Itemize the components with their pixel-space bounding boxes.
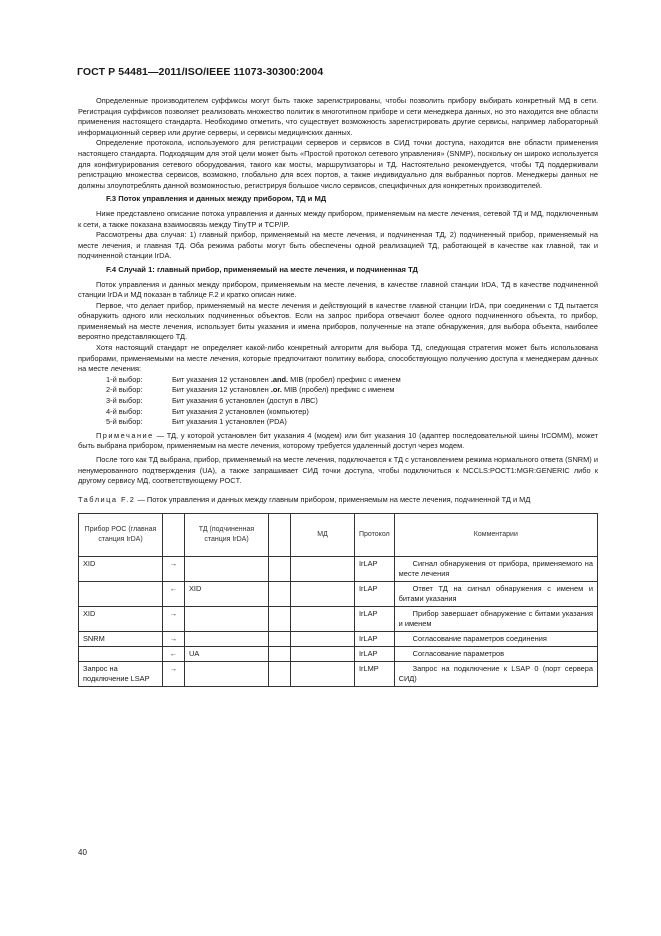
note-label: Примечание [96,430,154,440]
cell-td: XID [185,582,269,607]
cell-comment: Согласование параметров [394,647,597,662]
cell-poc [79,647,163,662]
paragraph: Определение протокола, используемого для регистрации серверов и сервисов в СИД точки доступа, находится вне области применения настоящего стандарта. Подходящим для этой цели может быть «Простой протокол сетевого управления» (SNMP), поскольку он широко используется для конфигурирования сетевого оборудования, такого как мосты, маршрутизаторы и ТД. Настоятельно рекомендуется, чтобы ТД поддерживали регистрацию множества сервисов, возможно, глобально для всех портов, а также индивидуально для выбранных портов. Менеджеры данных не должны злоупотреблять данной возможностью, регистрируя большое число сервисов, специфичных для конкретных производителей. [78,138,598,190]
cell-md [291,582,355,607]
right-arrow-icon: → [163,557,185,582]
section-heading-f3: F.3 Поток управления и данных между прибором, ТД и МД [106,194,327,204]
table-header-row [79,514,598,557]
cell-protocol: IrLAP [355,557,395,582]
table-row [79,632,598,647]
option-text: Бит указания 12 установлен [172,385,271,395]
cell-td [185,557,269,582]
right-arrow-icon: → [163,607,185,632]
option-key: 4-й выбор: [106,406,143,416]
option-key: 2-й выбор: [106,385,143,395]
cell-td [185,607,269,632]
table-caption [78,495,598,506]
table-row [79,647,598,662]
cell-arrow [269,607,291,632]
cell-poc: XID [79,607,163,632]
option-key: 1-й выбор: [106,374,143,384]
cell-poc: XID [79,557,163,582]
cell-arrow [269,632,291,647]
page-number: 40 [78,848,87,857]
option-operator: .or. [270,385,282,395]
cell-protocol: IrLAP [355,607,395,632]
paragraph: Определенные производителем суффиксы могут быть также зарегистрированы, чтобы позволить прибору выбирать конкретный МД в сети. Регистрация суффиксов позволяет реализовать множество политик в многотипном приборе и сети менеджера данных, но это находится вне области применения настоящего стандарта. Необходимо отметить, что существует возможность зарегистрировать другие сервисы, например лабораторный информационный сервер или другие серверы, и сервисы медицинских данных. [78,96,598,137]
option-key: 3-й выбор: [106,396,143,406]
paragraph: Рассмотрены два случая: 1) главный прибор, применяемый на месте лечения, и подчиненная ТД, 2) подчиненный прибор, применяемый на месте лечения, и главная ТД. Оба режима работы могут быть обеспечены одной реализацией ТД, работающей в качестве как главной, так и подчиненной станции IrDA. [78,230,598,261]
option-item [106,407,598,418]
option-item [106,375,598,386]
header-td: ТД (подчиненная станция IrDA) [185,514,269,557]
option-text: Бит указания 12 установлен [172,374,271,384]
paragraph: Первое, что делает прибор, применяемый на месте лечения и действующий в качестве главной станции IrDA, при соединении с ТД пытается обнаружить одного или нескольких подчиненных объектов. Если на запрос прибора отвечают более одного подчиненного объекта, то прибор, применяемый на месте лечения, использует биты указания и имена приборов, полученные на этапе обнаружения, для выбора объекта, наиболее вероятно представляющего ТД. [78,300,598,342]
cell-md [291,662,355,687]
option-text: MIB (пробел) префикс с именем [281,385,395,395]
cell-protocol: IrLMP [355,662,395,687]
cell-td: UA [185,647,269,662]
cell-comment: Запрос на подключение к LSAP 0 (порт сервера СИД) [394,662,597,687]
header-md: МД [291,514,355,557]
left-arrow-icon: ← [163,647,185,662]
right-arrow-icon: → [163,632,185,647]
option-item [106,417,598,428]
cell-poc: Запрос на подключение LSAP [79,662,163,687]
table-caption-label: Таблица F.2 [78,494,136,504]
cell-comment: Ответ ТД на сигнал обнаружения с именем и битами указания [394,582,597,607]
cell-poc [79,582,163,607]
right-arrow-icon: → [163,662,185,687]
cell-protocol: IrLAP [355,647,395,662]
cell-protocol: IrLAP [355,582,395,607]
option-item [106,385,598,396]
option-value: Бит указания 1 установлен (PDA) [172,417,287,427]
option-key: 5-й выбор: [106,417,143,427]
option-value: Бит указания 2 установлен (компьютер) [172,406,309,416]
paragraph: Хотя настоящий стандарт не определяет какой-либо конкретный алгоритм для выбора ТД, следующая стратегия может быть использована приборами, применяемыми на месте лечения, которые предпочитают политику выбора, способствующую получению доступа к менеджерам данных на месте лечения: [78,343,598,374]
cell-md [291,557,355,582]
paragraph: Поток управления и данных между прибором, применяемым на месте лечения, в качестве главной станции IrDA, ТД в качестве подчиненной станции IrDA и МД показан в таблице F.2 и кратко описан ниже. [78,279,598,300]
note-text: — ТД, у которой установлен бит указания 4 (модем) или бит указания 10 (адаптер последовательной шины IrCOMM), может быть выбрана прибором, применяемым на месте лечения, которому требуется удаленный доступ через модем. [78,430,598,451]
option-item [106,396,598,407]
table-caption-text: — Поток управления и данных между главным прибором, применяемым на месте лечения, подчиненной ТД и МД [135,494,531,504]
section-heading-f4: F.4 Случай 1: главный прибор, применяемый на месте лечения, и подчиненная ТД [106,264,418,274]
cell-arrow [269,662,291,687]
flow-table [78,513,598,687]
option-text: MIB (пробел) префикс с именем [288,374,401,384]
paragraph: Ниже представлено описание потока управления и данных между прибором, применяемым на месте лечения, сетевой ТД и МД, подключенным к сети, а также показана взаимосвязь между TinyTP и TCP/IP. [78,208,598,229]
cell-md [291,632,355,647]
cell-td [185,632,269,647]
cell-md [291,607,355,632]
header-comments: Комментарии [394,514,597,557]
cell-md [291,647,355,662]
left-arrow-icon: ← [163,582,185,607]
cell-comment: Согласование параметров соединения [394,632,597,647]
option-value [172,385,395,396]
table-row [79,582,598,607]
paragraph: После того как ТД выбрана, прибор, применяемый на месте лечения, подключается к ТД с установлением режима нормального ответа (SNRM) и ненумерованного подтверждения (UA), а также запрашивает СИД точки доступа, чтобы подключиться к NCCLS:POCT1:MGR:GENERIC либо к другому сервису МД, соответствующему POCT. [78,455,598,486]
page-header-title: ГОСТ Р 54481—2011/ISO/IEEE 11073-30300:2004 [77,66,324,78]
header-poc: Прибор POC (главная станция IrDA) [79,514,163,557]
cell-comment: Сигнал обнаружения от прибора, применяемого на месте лечения [394,557,597,582]
document-body [78,96,598,687]
cell-arrow [269,557,291,582]
note-paragraph [78,431,598,452]
header-arrow-1 [163,514,185,557]
table-row [79,662,598,687]
cell-td [185,662,269,687]
option-value [172,375,401,386]
table-row [79,607,598,632]
header-protocol: Протокол [355,514,395,557]
table-row [79,557,598,582]
cell-poc: SNRM [79,632,163,647]
cell-arrow [269,582,291,607]
selection-options-list [78,375,598,428]
cell-comment: Прибор завершает обнаружение с битами указания и именем [394,607,597,632]
option-operator: .and. [270,374,289,384]
cell-arrow [269,647,291,662]
cell-protocol: IrLAP [355,632,395,647]
header-arrow-2 [269,514,291,557]
option-value: Бит указания 6 установлен (доступ в ЛВС) [172,396,318,406]
